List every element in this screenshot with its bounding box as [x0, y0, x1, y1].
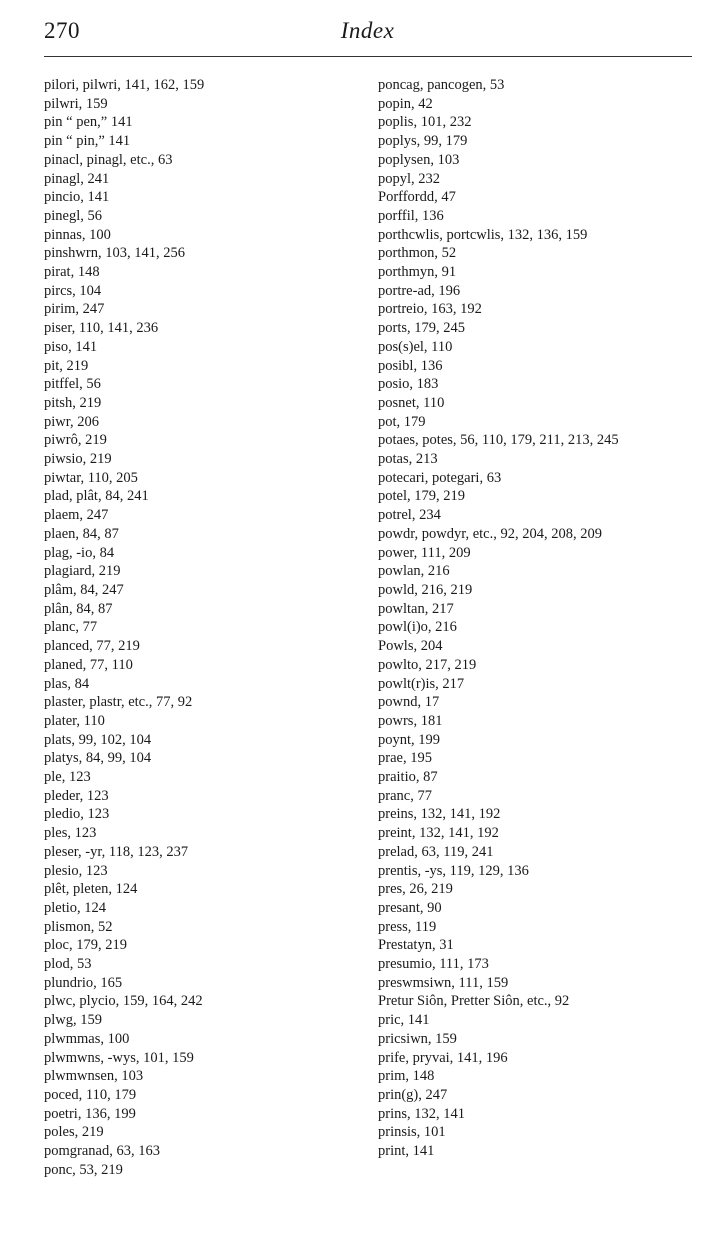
index-entry: plwc, plycio, 159, 164, 242: [44, 993, 203, 1010]
index-entry: Powls, 204: [378, 638, 443, 655]
index-entry: pincio, 141: [44, 189, 110, 206]
index-entry: ples, 123: [44, 825, 97, 842]
index-entry: preswmsiwn, 111, 159: [378, 974, 509, 991]
index-entry: ple, 123: [44, 769, 91, 786]
index-entry: pinshwrn, 103, 141, 256: [44, 245, 185, 262]
index-entry: plas, 84: [44, 675, 90, 692]
index-entry: prinsis, 101: [378, 1124, 446, 1141]
index-entry: plân, 84, 87: [44, 600, 113, 617]
index-entry: poynt, 199: [378, 731, 441, 748]
index-entry: plundrio, 165: [44, 974, 123, 991]
index-entry: posibl, 136: [378, 357, 443, 374]
index-entry: piwsio, 219: [44, 451, 112, 468]
index-entry: pilwri, 159: [44, 95, 108, 112]
index-entry: pinnas, 100: [44, 226, 111, 243]
index-entry: piwr, 206: [44, 413, 99, 430]
index-entry: pinacl, pinagl, etc., 63: [44, 151, 173, 168]
index-entry: pot, 179: [378, 413, 426, 430]
index-entry: plater, 110: [44, 712, 105, 729]
index-entry: porffil, 136: [378, 207, 444, 224]
index-entry: Prestatyn, 31: [378, 937, 454, 954]
index-entry: posio, 183: [378, 376, 439, 393]
index-entry: potel, 179, 219: [378, 488, 465, 505]
index-entry: powlt(r)is, 217: [378, 675, 465, 692]
index-entry: plad, plât, 84, 241: [44, 488, 149, 505]
index-entry: powdr, powdyr, etc., 92, 204, 208, 209: [378, 525, 602, 542]
index-entry: pric, 141: [378, 1012, 430, 1029]
index-entry: ports, 179, 245: [378, 320, 465, 337]
index-entry: pos(s)el, 110: [378, 338, 453, 355]
index-entry: plaster, plastr, etc., 77, 92: [44, 694, 193, 711]
index-entry: plwmwns, -wys, 101, 159: [44, 1049, 194, 1066]
index-entry: prins, 132, 141: [378, 1105, 465, 1122]
index-entry: pilori, pilwri, 141, 162, 159: [44, 77, 205, 93]
index-entry: poplys, 99, 179: [378, 133, 468, 150]
index-entry: plagiard, 219: [44, 563, 121, 580]
index-entry: powltan, 217: [378, 600, 454, 617]
index-entry: powl(i)o, 216: [378, 619, 457, 636]
index-entry: pircs, 104: [44, 282, 102, 299]
index-entry: ponc, 53, 219: [44, 1161, 123, 1178]
index-entry: pres, 26, 219: [378, 881, 453, 898]
index-entry: prelad, 63, 119, 241: [378, 843, 494, 860]
index-entry: pleser, -yr, 118, 123, 237: [44, 843, 189, 860]
index-entry: plismon, 52: [44, 918, 113, 935]
index-entry: presumio, 111, 173: [378, 956, 489, 973]
index-entry: platys, 84, 99, 104: [44, 750, 152, 767]
index-entry: popyl, 232: [378, 170, 441, 187]
index-entry: presant, 90: [378, 899, 442, 916]
index-entry: pirim, 247: [44, 301, 105, 318]
index-entry: pin “ pin,” 141: [44, 133, 131, 150]
index-entry: pit, 219: [44, 357, 89, 374]
index-column-right: [378, 76, 698, 1161]
index-entry: pitsh, 219: [44, 394, 102, 411]
index-entry: popin, 42: [378, 95, 433, 112]
index-entry: powlto, 217, 219: [378, 656, 477, 673]
index-entry: prin(g), 247: [378, 1086, 448, 1103]
index-entry: plod, 53: [44, 956, 92, 973]
index-entry: pricsiwn, 159: [378, 1030, 457, 1047]
index-entry: potecari, potegari, 63: [378, 469, 502, 486]
running-head-title: Index: [340, 18, 395, 43]
index-entry: planced, 77, 219: [44, 638, 140, 655]
index-entry: plats, 99, 102, 104: [44, 731, 152, 748]
index-entry: pleder, 123: [44, 787, 109, 804]
index-entry: print, 141: [378, 1143, 435, 1160]
index-entry: porthcwlis, portcwlis, 132, 136, 159: [378, 226, 588, 243]
index-entry: plaen, 84, 87: [44, 525, 119, 542]
index-entry: plêt, pleten, 124: [44, 881, 138, 898]
index-entry: pirat, 148: [44, 264, 100, 281]
index-entry: Pretur Siôn, Pretter Siôn, etc., 92: [378, 993, 570, 1010]
index-entry: portre-ad, 196: [378, 282, 461, 299]
index-entry: poetri, 136, 199: [44, 1105, 136, 1122]
index-entry: press, 119: [378, 918, 437, 935]
index-entry: pitffel, 56: [44, 376, 101, 393]
index-entry: prentis, -ys, 119, 129, 136: [378, 862, 529, 879]
index-entry: pinagl, 241: [44, 170, 110, 187]
index-entry: plaem, 247: [44, 507, 109, 524]
index-entry: piwrô, 219: [44, 432, 107, 449]
index-entry: piser, 110, 141, 236: [44, 320, 159, 337]
index-entry: power, 111, 209: [378, 544, 471, 561]
index-entry: ploc, 179, 219: [44, 937, 127, 954]
index-column-left: [44, 76, 344, 1179]
index-entry: Porffordd, 47: [378, 189, 456, 206]
index-entry: porthmyn, 91: [378, 264, 457, 281]
index-entry: pomgranad, 63, 163: [44, 1143, 160, 1160]
index-entry: potas, 213: [378, 451, 438, 468]
index-entry: poplysen, 103: [378, 151, 460, 168]
index-entry: preint, 132, 141, 192: [378, 825, 499, 842]
index-entry: poced, 110, 179: [44, 1086, 137, 1103]
index-entry: pranc, 77: [378, 787, 432, 804]
index-entry: plesio, 123: [44, 862, 108, 879]
index-entry: pownd, 17: [378, 694, 440, 711]
index-entry: porthmon, 52: [378, 245, 457, 262]
index-entry: plwmmas, 100: [44, 1030, 130, 1047]
index-entry: poncag, pancogen, 53: [378, 77, 505, 93]
header-rule: [44, 56, 692, 57]
index-entry: prae, 195: [378, 750, 432, 767]
index-entry: portreio, 163, 192: [378, 301, 482, 318]
index-entry: potaes, potes, 56, 110, 179, 211, 213, 245: [378, 432, 619, 449]
index-entry: plâm, 84, 247: [44, 581, 124, 598]
index-entry: preins, 132, 141, 192: [378, 806, 501, 823]
index-entry: posnet, 110: [378, 394, 445, 411]
index-entry: poplis, 101, 232: [378, 114, 472, 131]
index-entry: poles, 219: [44, 1124, 104, 1141]
index-entry: powrs, 181: [378, 712, 443, 729]
index-entry: planed, 77, 110: [44, 656, 133, 673]
index-entry: potrel, 234: [378, 507, 441, 524]
index-entry: prim, 148: [378, 1068, 435, 1085]
index-entry: pledio, 123: [44, 806, 110, 823]
index-entry: pinegl, 56: [44, 207, 102, 224]
page-number: 270: [44, 18, 80, 43]
index-entry: prife, pryvai, 141, 196: [378, 1049, 508, 1066]
index-entry: piwtar, 110, 205: [44, 469, 138, 486]
index-entry: powlan, 216: [378, 563, 450, 580]
index-entry: piso, 141: [44, 338, 98, 355]
index-entry: pin “ pen,” 141: [44, 114, 133, 131]
index-entry: plwmwnsen, 103: [44, 1068, 144, 1085]
index-entry: powld, 216, 219: [378, 581, 473, 598]
index-entry: plag, -io, 84: [44, 544, 115, 561]
index-entry: pletio, 124: [44, 899, 107, 916]
index-entry: plwg, 159: [44, 1012, 102, 1029]
index-entry: praitio, 87: [378, 769, 438, 786]
index-entry: planc, 77: [44, 619, 98, 636]
